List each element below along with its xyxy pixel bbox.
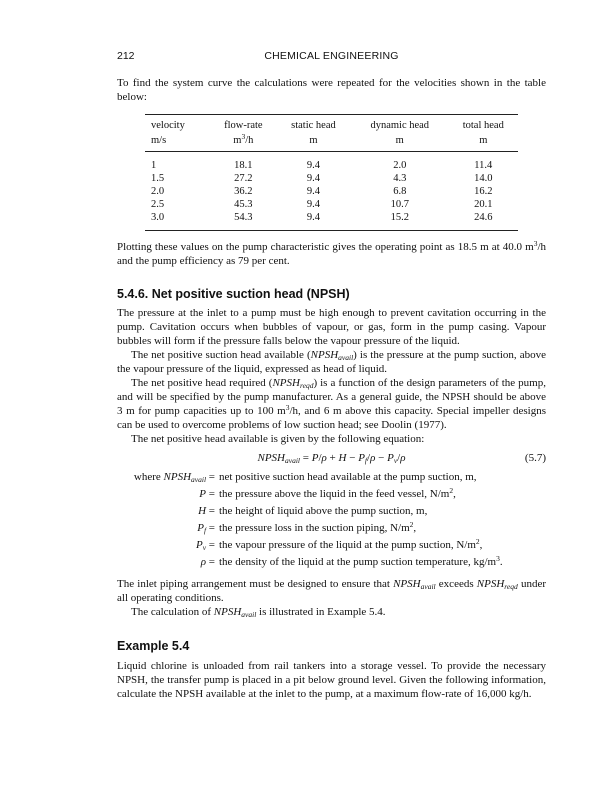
example-heading: Example 5.4 (117, 639, 190, 653)
table-cell: 24.6 (449, 211, 518, 231)
definition-row (117, 486, 546, 503)
section-paragraph-5: The inlet piping arrangement must be designed to ensure that $NPSH_{avail}$ exceeds $NPSH_{reqd}$ under all operating conditions. (117, 578, 547, 604)
definition-text: the pressure above the liquid in the feed vessel, $N/m^2$, (219, 486, 456, 500)
table-row (145, 198, 518, 211)
system-curve-table-wrap (145, 114, 518, 231)
col-header-static-head: static head (276, 115, 351, 134)
table-cell: 9.4 (306, 173, 320, 184)
section-paragraph-1: The pressure at the inlet to a pump must be high enough to prevent cavitation occurring in the pump. Cavitation occurs when bubbles of vapour, or gas, form in the pump casing. Vapour bubbles will form if the pressure falls below the vapour pressure of the liquid. (117, 307, 546, 347)
table-cell: 9.4 (276, 211, 351, 231)
table-cell: 54.3 (211, 211, 276, 231)
definition-row (117, 520, 546, 537)
running-head (117, 50, 546, 64)
section-paragraph-6: The calculation of $NPSH_{avail}$ is illustrated in Example 5.4. (131, 606, 386, 619)
table-cell: 2.5 (151, 199, 165, 210)
plotting-text-a: Plotting these values on the pump characteristic gives the operating point as 18.5 m at 40.0 m (117, 241, 534, 253)
table-cell: 10.7 (390, 199, 409, 210)
page-body (117, 76, 546, 701)
col-unit-velocity: m/s (145, 133, 211, 152)
table-cell: 27.2 (234, 173, 253, 184)
definition-row (117, 537, 546, 554)
table-cell: 4.3 (393, 173, 407, 184)
section-paragraph-4: The net positive head available is given by the following equation: (131, 433, 425, 445)
col-header-flow-rate: flow-rate (211, 115, 276, 134)
table-cell: 15.2 (351, 211, 449, 231)
p6-text-a: The calculation of (131, 606, 214, 618)
table-row (145, 211, 518, 231)
plotting-paragraph: Plotting these values on the pump characteristic gives the operating point as 18.5 m at 40.0 $m^3/h$ and the pump efficiency as 79 per cent. (117, 239, 546, 267)
col-unit-dynamic-head: m (351, 133, 449, 152)
p3-text-b: ) is a function of the design parameters of the pump, and will be specified by the pump manufacturer. As a general guide, the NPSH should be above 3 m for pump capacities up to 100 m (117, 377, 546, 417)
col-header-dynamic-head: dynamic head (351, 115, 449, 134)
definition-symbol: ρ = (200, 556, 215, 568)
col-header-velocity: velocity (145, 115, 211, 134)
definition-symbol: H = (198, 505, 215, 517)
p6-text-b: is illustrated in Example 5.4. (256, 606, 386, 618)
definition-text: the density of the liquid at the pump suction temperature, $kg/m^3$. (219, 554, 503, 568)
definition-text: the vapour pressure of the liquid at the pump suction, $N/m^2$, (219, 537, 483, 551)
example-paragraph: Liquid chlorine is unloaded from rail tankers into a storage vessel. To provide the necessary NPSH, the transfer pump is placed in a pit below ground level. Given the following information, calculate the NPSH available at the inlet to the pump, at a maximum flow-rate of 16,000 kg/h. (117, 660, 546, 700)
section-paragraph-3: The net positive head required $(NPSH_{reqd})$ is a function of the design parameters of the pump, and will be specified by the pump manufacturer. As a general guide, the NPSH should be above 3 m for pump capacities up to 100 $m^3/h$, and 6 m above this capacity. Special impeller designs can be used to overcome problems of low suction head; see Doolin (1977). (117, 377, 547, 431)
definition-text-main: the pressure above the liquid in the feed vessel, N/m (219, 488, 450, 500)
where-label: where (133, 471, 161, 483)
running-title: CHEMICAL ENGINEERING (264, 50, 399, 62)
definition-symbol: P = (199, 488, 215, 500)
table-row (145, 172, 518, 185)
p2-text-a: The net positive suction head available ( (131, 349, 311, 361)
p5-text-a: The inlet piping arrangement must be designed to ensure that (117, 578, 394, 590)
p5-text-b: exceeds (435, 578, 477, 590)
table-row (145, 185, 518, 198)
definition-text-main: the density of the liquid at the pump suction temperature, kg/m (219, 556, 497, 568)
definition-text: net positive suction head available at the pump suction, m, (219, 471, 477, 483)
table-cell: 9.4 (306, 160, 320, 171)
definition-symbol: where $NPSH_{avail}$ = (133, 471, 215, 484)
section-paragraph-2: The net positive suction head available $(NPSH_{avail})$ is the pressure at the pump suction, above the vapour pressure of the liquid, expressed as head of liquid. (117, 349, 546, 375)
definition-text: the height of liquid above the pump suction, m, (219, 505, 428, 517)
equation-5-7 (117, 449, 546, 467)
definition-row (117, 503, 546, 520)
col-unit-flow-rate: $m^3/h$ (211, 133, 276, 152)
definition-symbol: $P_v$ = (195, 539, 215, 552)
table-cell: 11.4 (474, 160, 493, 171)
table-cell: 45.3 (234, 199, 253, 210)
table-cell: 36.2 (234, 186, 253, 197)
intro-paragraph: To find the system curve the calculations were repeated for the velocities shown in the table below: (117, 77, 546, 103)
p5-text-c: under all operating conditions. (117, 578, 547, 604)
definition-row (117, 469, 546, 486)
definition-text-main: the vapour pressure of the liquid at the pump suction, N/m (219, 539, 476, 551)
table-row (145, 152, 518, 173)
table-cell: 1.5 (151, 173, 165, 184)
table-cell: 18.1 (234, 160, 253, 171)
table-cell: 9.4 (306, 186, 320, 197)
col-unit-total-head: m (449, 133, 518, 152)
col-unit-static-head: m (276, 133, 351, 152)
p3-text-c: /h, and 6 m above this capacity. Special impeller designs can be used to overcome problems of low suction head; see Doolin (1977). (117, 405, 547, 431)
table-cell: 2.0 (393, 160, 407, 171)
table-cell: 14.0 (474, 173, 493, 184)
system-curve-table (145, 114, 518, 231)
col-header-total-head: total head (449, 115, 518, 134)
table-cell: 9.4 (306, 199, 320, 210)
definition-text-main: the pressure loss in the suction piping, N/m (219, 522, 410, 534)
definition-symbol: $P_f$ = (197, 522, 215, 535)
variable-definitions (117, 469, 546, 571)
table-cell: 3.0 (145, 211, 211, 231)
definition-row (117, 554, 546, 571)
section-heading: 5.4.6. Net positive suction head (NPSH) (117, 287, 350, 301)
equation-number: (5.7) (524, 452, 546, 464)
table-cell: 6.8 (393, 186, 407, 197)
equation-formula: $NPSH_{avail} = P/\rho + H - P_f/\rho - P_v/\rho$ (257, 452, 406, 465)
table-cell: 20.1 (474, 199, 493, 210)
table-cell: 2.0 (151, 186, 165, 197)
definition-text: the pressure loss in the suction piping, $N/m^2$, (219, 520, 417, 534)
page-number: 212 (117, 50, 135, 62)
p2-text-b: ) is the pressure at the pump suction, above the vapour pressure of the liquid, expressed as head of liquid. (117, 349, 546, 375)
p3-text-a: The net positive head required ( (131, 377, 273, 389)
table-units-row (145, 133, 518, 152)
table-cell: 1 (151, 160, 157, 171)
table-cell: 16.2 (474, 186, 493, 197)
plotting-text-b: /h and the pump efficiency as 79 per cent. (117, 241, 546, 267)
table-header-row (145, 115, 518, 134)
